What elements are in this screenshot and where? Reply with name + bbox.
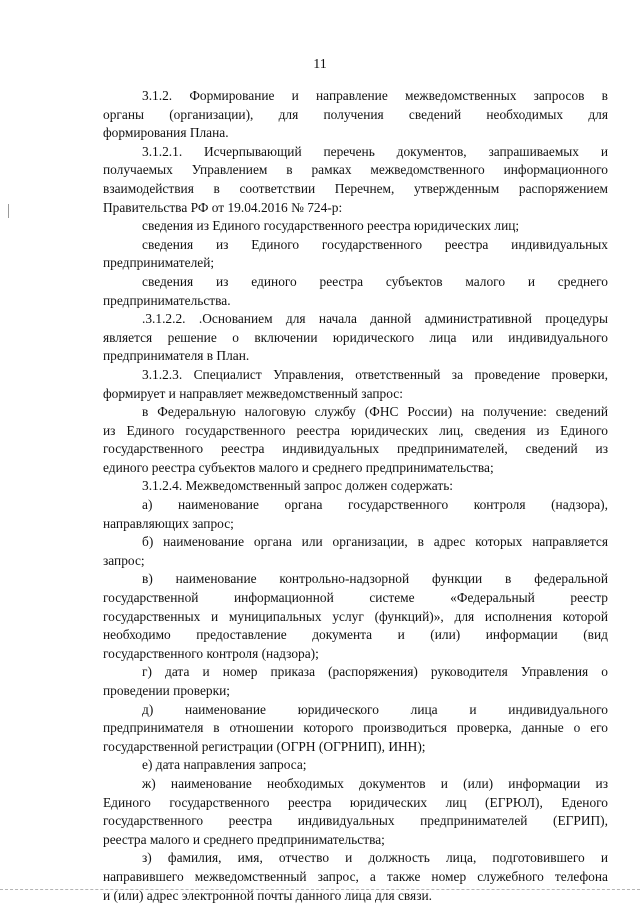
- text-line: проведении проверки;: [103, 683, 231, 698]
- paragraph: [103, 310, 608, 366]
- paragraph: [103, 849, 608, 905]
- text-line: государственного контроля (надзора);: [103, 645, 319, 661]
- text-line: д) наименование юридического лица и индивидуального: [142, 701, 608, 717]
- text-line: запрос;: [103, 552, 145, 568]
- text-line: е) дата направления запроса;: [142, 757, 307, 773]
- paragraph: [103, 143, 608, 217]
- text-line: 3.1.2. Формирование и направление межведомственных запросов в: [142, 88, 608, 103]
- text-line: предпринимателя в отношении которого производиться проверка, данные о его: [103, 720, 608, 736]
- text-line: взаимодействия в соответствии Перечнем, утвержденным распоряжением: [103, 180, 608, 196]
- text-line: направившего межведомственный запрос, а также номер служебного телефона: [103, 868, 608, 884]
- text-line: и (или) адрес электронной почты данного лица для связи.: [103, 887, 433, 903]
- text-line: государственного реестра индивидуальных предпринимателей (ЕГРИП),: [103, 813, 608, 829]
- text-line: г) дата и номер приказа (распоряжения) руководителя Управления о: [142, 664, 608, 680]
- text-line: необходимо предоставление документа и (или) информации (вид: [103, 627, 608, 643]
- paragraph: [103, 366, 608, 403]
- paragraph: [103, 403, 608, 477]
- text-line: органы (организации), для получения сведений необходимых для: [103, 106, 608, 122]
- text-line: предпринимателей;: [103, 255, 215, 271]
- paragraph: [103, 87, 608, 143]
- text-line: сведения из Единого государственного реестра индивидуальных: [142, 236, 608, 252]
- paragraph: [103, 701, 608, 757]
- paragraph: [103, 756, 608, 775]
- text-line: является решение о включении юридического лица или индивидуального: [103, 329, 608, 345]
- text-line: реестра малого и среднего предпринимательства;: [103, 831, 385, 847]
- text-line: ж) наименование необходимых документов и (или) информации из: [142, 775, 608, 791]
- text-line: сведения из единого реестра субъектов малого и среднего: [142, 273, 608, 289]
- text-line: получаемых Управлением в рамках межведомственного информационного: [103, 162, 608, 178]
- text-line: а) наименование органа государственного контроля (надзора),: [142, 497, 608, 513]
- paragraph: [103, 236, 608, 273]
- text-line: з) фамилия, имя, отчество и должность лица, подготовившего и: [142, 850, 608, 866]
- text-line: 3.1.2.3. Специалист Управления, ответственный за проведение проверки,: [142, 366, 608, 382]
- text-line: предпринимательства.: [103, 292, 231, 308]
- text-line: в Федеральную налоговую службу (ФНС России) на получение: сведений: [142, 404, 608, 420]
- text-line: .3.1.2.2. .Основанием для начала данной административной процедуры: [142, 311, 608, 327]
- margin-mark: [8, 204, 9, 218]
- text-line: из Единого государственного реестра юридических лиц, сведения из Единого: [103, 422, 608, 438]
- page-number: 11: [313, 57, 327, 72]
- paragraph: [103, 775, 608, 849]
- text-line: формирует и направляет межведомственный запрос:: [103, 385, 403, 401]
- bottom-scan-edge: [0, 889, 640, 891]
- text-line: предпринимателя в План.: [103, 348, 250, 364]
- text-line: 3.1.2.4. Межведомственный запрос должен содержать:: [142, 478, 454, 494]
- text-line: единого реестра субъектов малого и среднего предпринимательства;: [103, 459, 494, 475]
- text-line: формирования Плана.: [103, 125, 229, 141]
- paragraph: [103, 273, 608, 310]
- text-line: государственных и муниципальных услуг (функций)», для исполнения которой: [103, 608, 608, 624]
- paragraph: [103, 477, 608, 496]
- paragraph: [103, 663, 608, 700]
- text-line: государственной регистрации (ОГРН (ОГРНИП), ИНН);: [103, 738, 426, 754]
- paragraph: [103, 570, 608, 663]
- document-body: [103, 87, 608, 905]
- paragraph: [103, 496, 608, 533]
- text-line: сведения из Единого государственного реестра юридических лиц;: [142, 218, 520, 234]
- text-line: направляющих запрос;: [103, 515, 234, 531]
- text-line: в) наименование контрольно-надзорной функции в федеральной: [142, 571, 608, 587]
- text-line: Правительства РФ от 19.04.2016 № 724-р:: [103, 199, 343, 215]
- paragraph: [103, 217, 608, 236]
- text-line: б) наименование органа или организации, в адрес которых направляется: [142, 534, 608, 550]
- text-line: государственного реестра индивидуальных предпринимателей, сведений из: [103, 441, 608, 457]
- text-line: 3.1.2.1. Исчерпывающий перечень документов, запрашиваемых и: [142, 143, 608, 159]
- paragraph: [103, 533, 608, 570]
- text-line: Единого государственного реестра юридических лиц (ЕГРЮЛ), Еденого: [103, 794, 608, 810]
- text-line: государственной информационной системе «Федеральный реестр: [103, 590, 608, 606]
